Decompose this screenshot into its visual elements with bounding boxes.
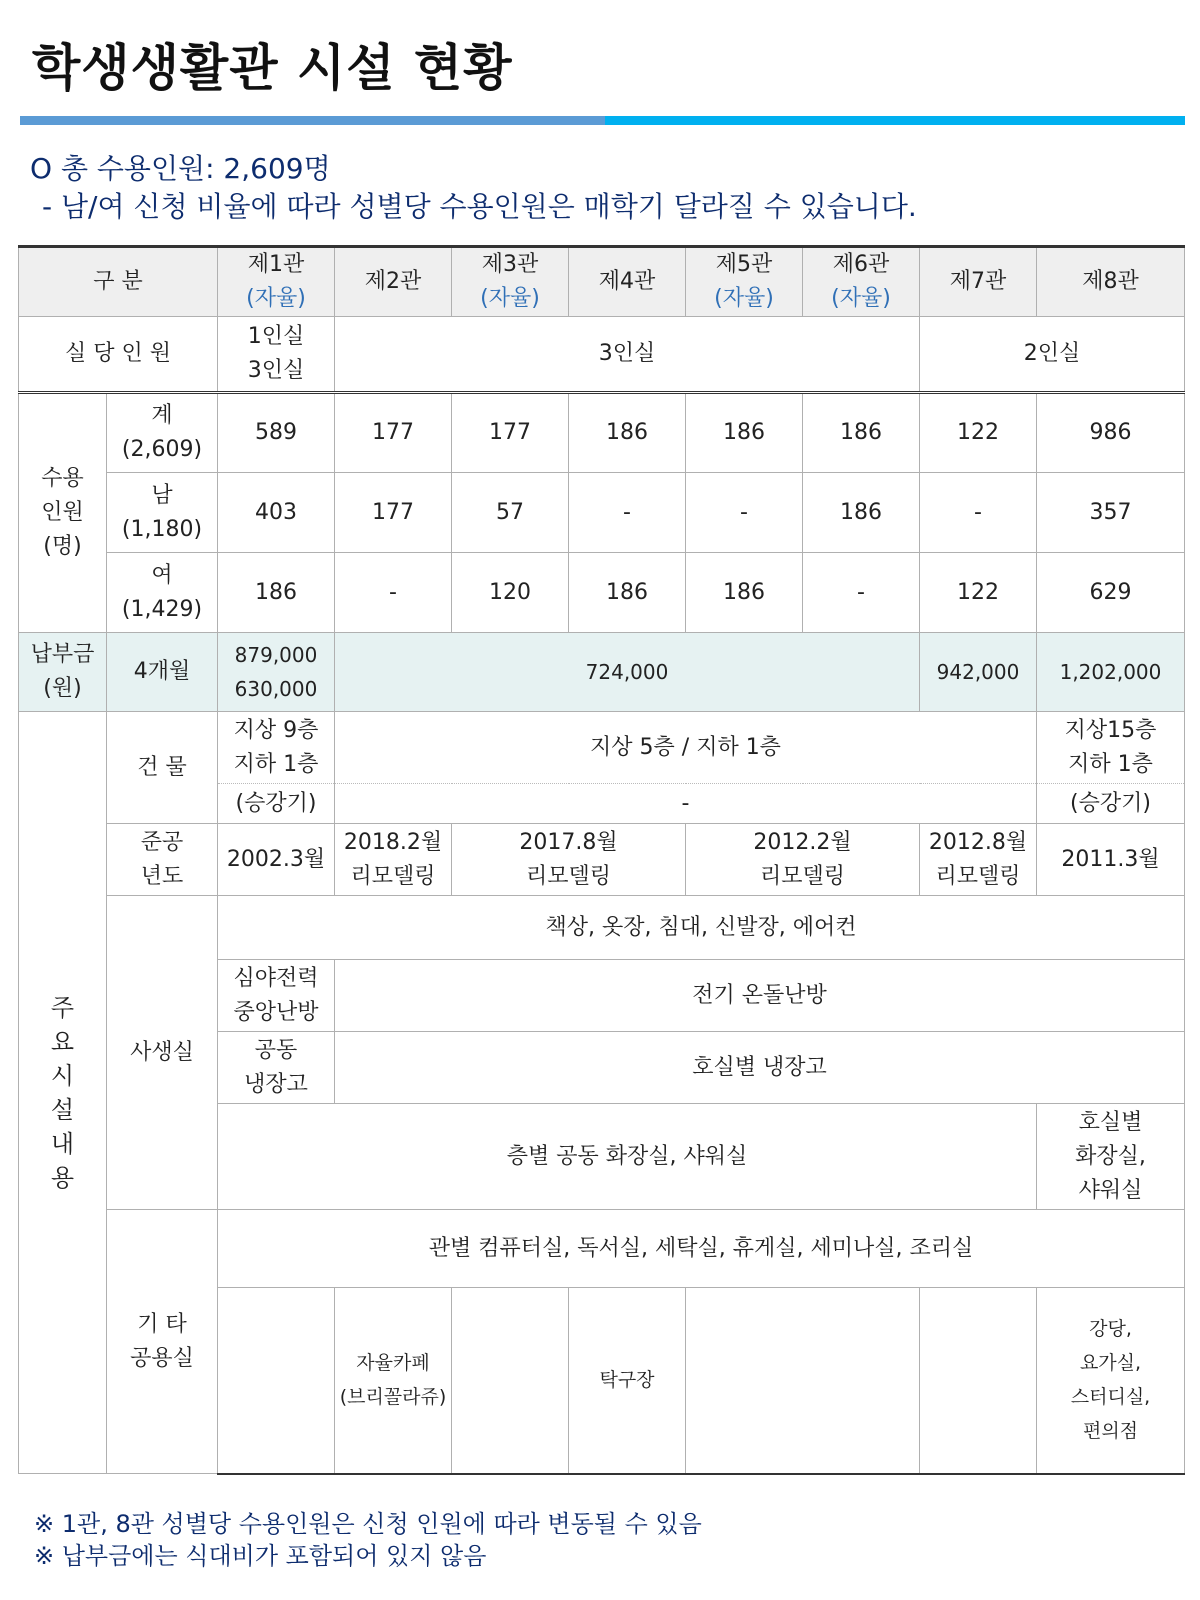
completion-hall-7: 2012.8월 리모델링 — [920, 824, 1037, 896]
special-hall-7 — [920, 1288, 1037, 1474]
capacity-cell: 186 — [569, 393, 686, 473]
capacity-row-label: 여 (1,429) — [107, 553, 218, 633]
completion-hall-8: 2011.3월 — [1037, 824, 1185, 896]
capacity-row-label: 남 (1,180) — [107, 473, 218, 553]
fee-hall-7: 942,000 — [920, 633, 1037, 712]
header-hall-6: 제6관 (자율) — [803, 247, 920, 317]
capacity-cell: 57 — [452, 473, 569, 553]
special-hall-2: 자율카페 (브리꼴라쥬) — [335, 1288, 452, 1474]
capacity-cell: 589 — [218, 393, 335, 473]
special-halls-5-6 — [686, 1288, 920, 1474]
common-rooms-row — [19, 1210, 1185, 1288]
capacity-cell: 120 — [452, 553, 569, 633]
capacity-male-row — [19, 473, 1185, 553]
capacity-cell: - — [335, 553, 452, 633]
capacity-cell: 186 — [686, 393, 803, 473]
capacity-cell: 186 — [803, 393, 920, 473]
completion-halls-3-4: 2017.8월 리모델링 — [452, 824, 686, 896]
room-type-halls-7-8: 2인실 — [920, 317, 1185, 393]
completion-halls-5-6: 2012.2월 리모델링 — [686, 824, 920, 896]
capacity-female-row — [19, 553, 1185, 633]
capacity-cell: 122 — [920, 393, 1037, 473]
capacity-cell: 403 — [218, 473, 335, 553]
header-hall-7: 제7관 — [920, 247, 1037, 317]
capacity-cell: 186 — [686, 553, 803, 633]
fridge-hall-1: 공동 냉장고 — [218, 1032, 335, 1104]
fee-period: 4개월 — [107, 633, 218, 712]
heating-hall-1: 심야전력 중앙난방 — [218, 960, 335, 1032]
special-hall-8: 강당, 요가실, 스터디실, 편의점 — [1037, 1288, 1185, 1474]
capacity-cell: 186 — [569, 553, 686, 633]
capacity-cell: - — [803, 553, 920, 633]
furniture-row — [19, 896, 1185, 960]
header-hall-2: 제2관 — [335, 247, 452, 317]
elevator-halls-2-7: - — [335, 784, 1037, 824]
building-row — [19, 712, 1185, 784]
total-capacity-note: O 총 수용인원: 2,609명 — [30, 152, 331, 185]
dorm-room-label: 사생실 — [107, 896, 218, 1210]
capacity-cell: 986 — [1037, 393, 1185, 473]
completion-label: 준공 년도 — [107, 824, 218, 896]
elevator-hall-8: (승강기) — [1037, 784, 1185, 824]
building-halls-2-7: 지상 5층 / 지하 1층 — [335, 712, 1037, 784]
capacity-cell: 177 — [335, 473, 452, 553]
room-type-halls-2-6: 3인실 — [335, 317, 920, 393]
capacity-cell: - — [686, 473, 803, 553]
header-category: 구 분 — [19, 247, 218, 317]
capacity-cell: 122 — [920, 553, 1037, 633]
common-rooms-all-halls: 관별 컴퓨터실, 독서실, 세탁실, 휴게실, 세미나실, 조리실 — [218, 1210, 1185, 1288]
elevator-hall-1: (승강기) — [218, 784, 335, 824]
completion-hall-1: 2002.3월 — [218, 824, 335, 896]
capacity-cell: - — [569, 473, 686, 553]
fridge-other-halls: 호실별 냉장고 — [335, 1032, 1185, 1104]
capacity-cell: - — [920, 473, 1037, 553]
summary-notes — [30, 150, 917, 226]
capacity-cell: 186 — [803, 473, 920, 553]
other-rooms-label: 기 타 공용실 — [107, 1210, 218, 1474]
furniture-all-halls: 책상, 옷장, 침대, 신발장, 에어컨 — [218, 896, 1185, 960]
special-hall-1 — [218, 1288, 335, 1474]
title-underline-right — [605, 116, 1185, 125]
footnote-capacity: ※ 1관, 8관 성별당 수용인원은 신청 인원에 따라 변동될 수 있음 — [34, 1510, 702, 1538]
building-hall-1: 지상 9층 지하 1층 — [218, 712, 335, 784]
facilities-group-label: 주 요 시 설 내 용 — [19, 712, 107, 1474]
completion-row — [19, 824, 1185, 896]
title-underline-left — [20, 116, 605, 125]
header-hall-8: 제8관 — [1037, 247, 1185, 317]
header-hall-5: 제5관 (자율) — [686, 247, 803, 317]
capacity-cell: 357 — [1037, 473, 1185, 553]
room-type-row — [19, 317, 1185, 393]
fee-halls-2-6: 724,000 — [335, 633, 920, 712]
footnotes — [34, 1508, 702, 1572]
building-label: 건 물 — [107, 712, 218, 824]
fee-group-label: 납부금 (원) — [19, 633, 107, 712]
capacity-cell: 177 — [335, 393, 452, 473]
page-title: 학생생활관 시설 현황 — [32, 39, 513, 97]
capacity-row-label: 계 (2,609) — [107, 393, 218, 473]
room-type-label: 실 당 인 원 — [19, 317, 218, 393]
fee-hall-8: 1,202,000 — [1037, 633, 1185, 712]
header-row — [19, 247, 1185, 317]
facility-table — [18, 245, 1185, 1475]
header-hall-1: 제1관 (자율) — [218, 247, 335, 317]
header-hall-4: 제4관 — [569, 247, 686, 317]
heating-other-halls: 전기 온돌난방 — [335, 960, 1185, 1032]
capacity-group-label: 수용 인원 (명) — [19, 393, 107, 633]
completion-hall-2: 2018.2월 리모델링 — [335, 824, 452, 896]
footnote-fee: ※ 납부금에는 식대비가 포함되어 있지 않음 — [34, 1542, 487, 1570]
capacity-cell: 177 — [452, 393, 569, 473]
fee-row — [19, 633, 1185, 712]
special-hall-3 — [452, 1288, 569, 1474]
fee-hall-1: 879,000 630,000 — [218, 633, 335, 712]
gender-ratio-note: - 남/여 신청 비율에 따라 성별당 수용인원은 매학기 달라질 수 있습니다. — [42, 190, 917, 223]
capacity-cell: 629 — [1037, 553, 1185, 633]
bathroom-common: 층별 공동 화장실, 샤워실 — [218, 1104, 1037, 1210]
building-hall-8: 지상15층 지하 1층 — [1037, 712, 1185, 784]
room-type-hall-1: 1인실 3인실 — [218, 317, 335, 393]
capacity-cell: 186 — [218, 553, 335, 633]
bathroom-hall-8: 호실별 화장실, 샤워실 — [1037, 1104, 1185, 1210]
capacity-total-row — [19, 393, 1185, 473]
header-hall-3: 제3관 (자율) — [452, 247, 569, 317]
special-hall-4: 탁구장 — [569, 1288, 686, 1474]
